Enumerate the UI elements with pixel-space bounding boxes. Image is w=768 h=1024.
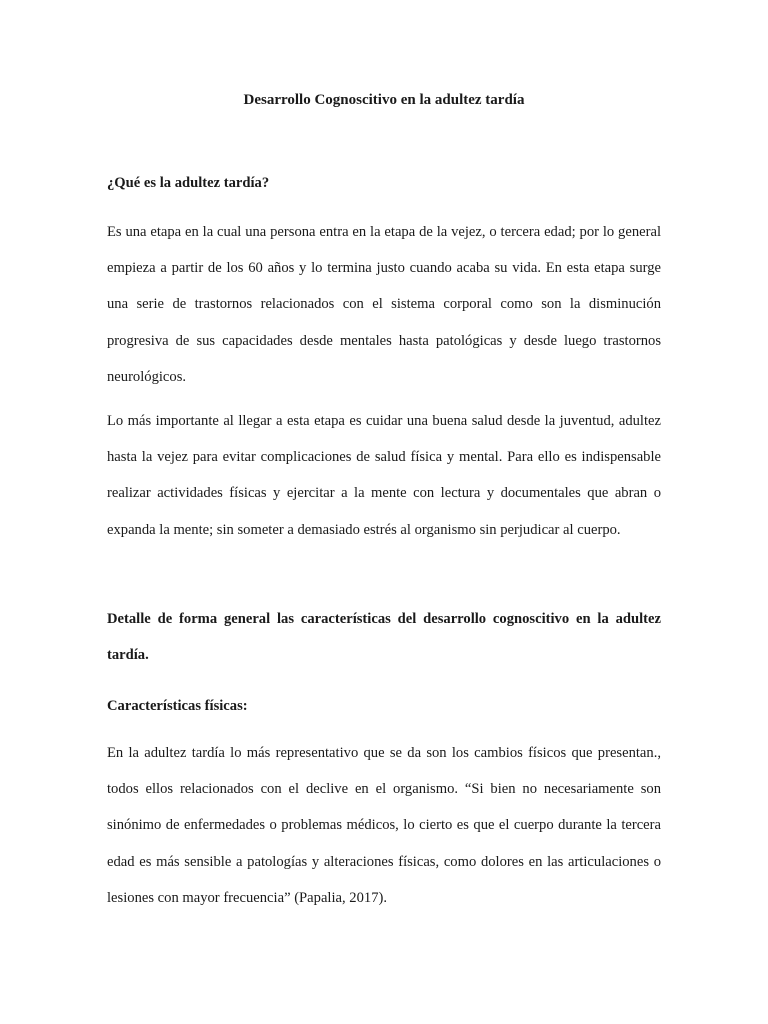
section-heading-characteristics: Detalle de forma general las características del desarrollo cognoscitivo en la adultez tardía. bbox=[107, 611, 661, 663]
paragraph-importance: Lo más importante al llegar a esta etapa es cuidar una buena salud desde la juventud, adultez hasta la vejez para evitar complicaciones de salud física y mental. Para ello es indispensable realizar actividades físicas y ejercitar a la mente con lectura y documentales que abran o expanda la mente; sin someter a demasiado estrés al organismo sin perjudicar al cuerpo. bbox=[107, 413, 661, 538]
paragraph-definition: Es una etapa en la cual una persona entra en la etapa de la vejez, o tercera edad; por lo general empieza a partir de los 60 años y lo termina justo cuando acaba su vida. En esta etapa surge una serie de trastornos relacionados con el sistema corporal como son la disminución progresiva de sus capacidades desde mentales hasta patológicas y desde luego trastornos neurológicos. bbox=[107, 224, 661, 385]
paragraph-physical-changes: En la adultez tardía lo más representativo que se da son los cambios físicos que presentan., todos ellos relacionados con el declive en el organismo. “Si bien no necesariamente son sinónimo de enfermedades o problemas médicos, lo cierto es que el cuerpo durante la tercera edad es más sensible a patologías y alteraciones físicas, como dolores en las articulaciones o lesiones con mayor frecuencia” (Papalia, 2017). bbox=[107, 745, 661, 906]
document-title: Desarrollo Cognoscitivo en la adultez tardía bbox=[243, 92, 525, 108]
section-heading-what-is: ¿Qué es la adultez tardía? bbox=[107, 175, 270, 191]
section-heading-physical: Características físicas: bbox=[107, 698, 248, 714]
